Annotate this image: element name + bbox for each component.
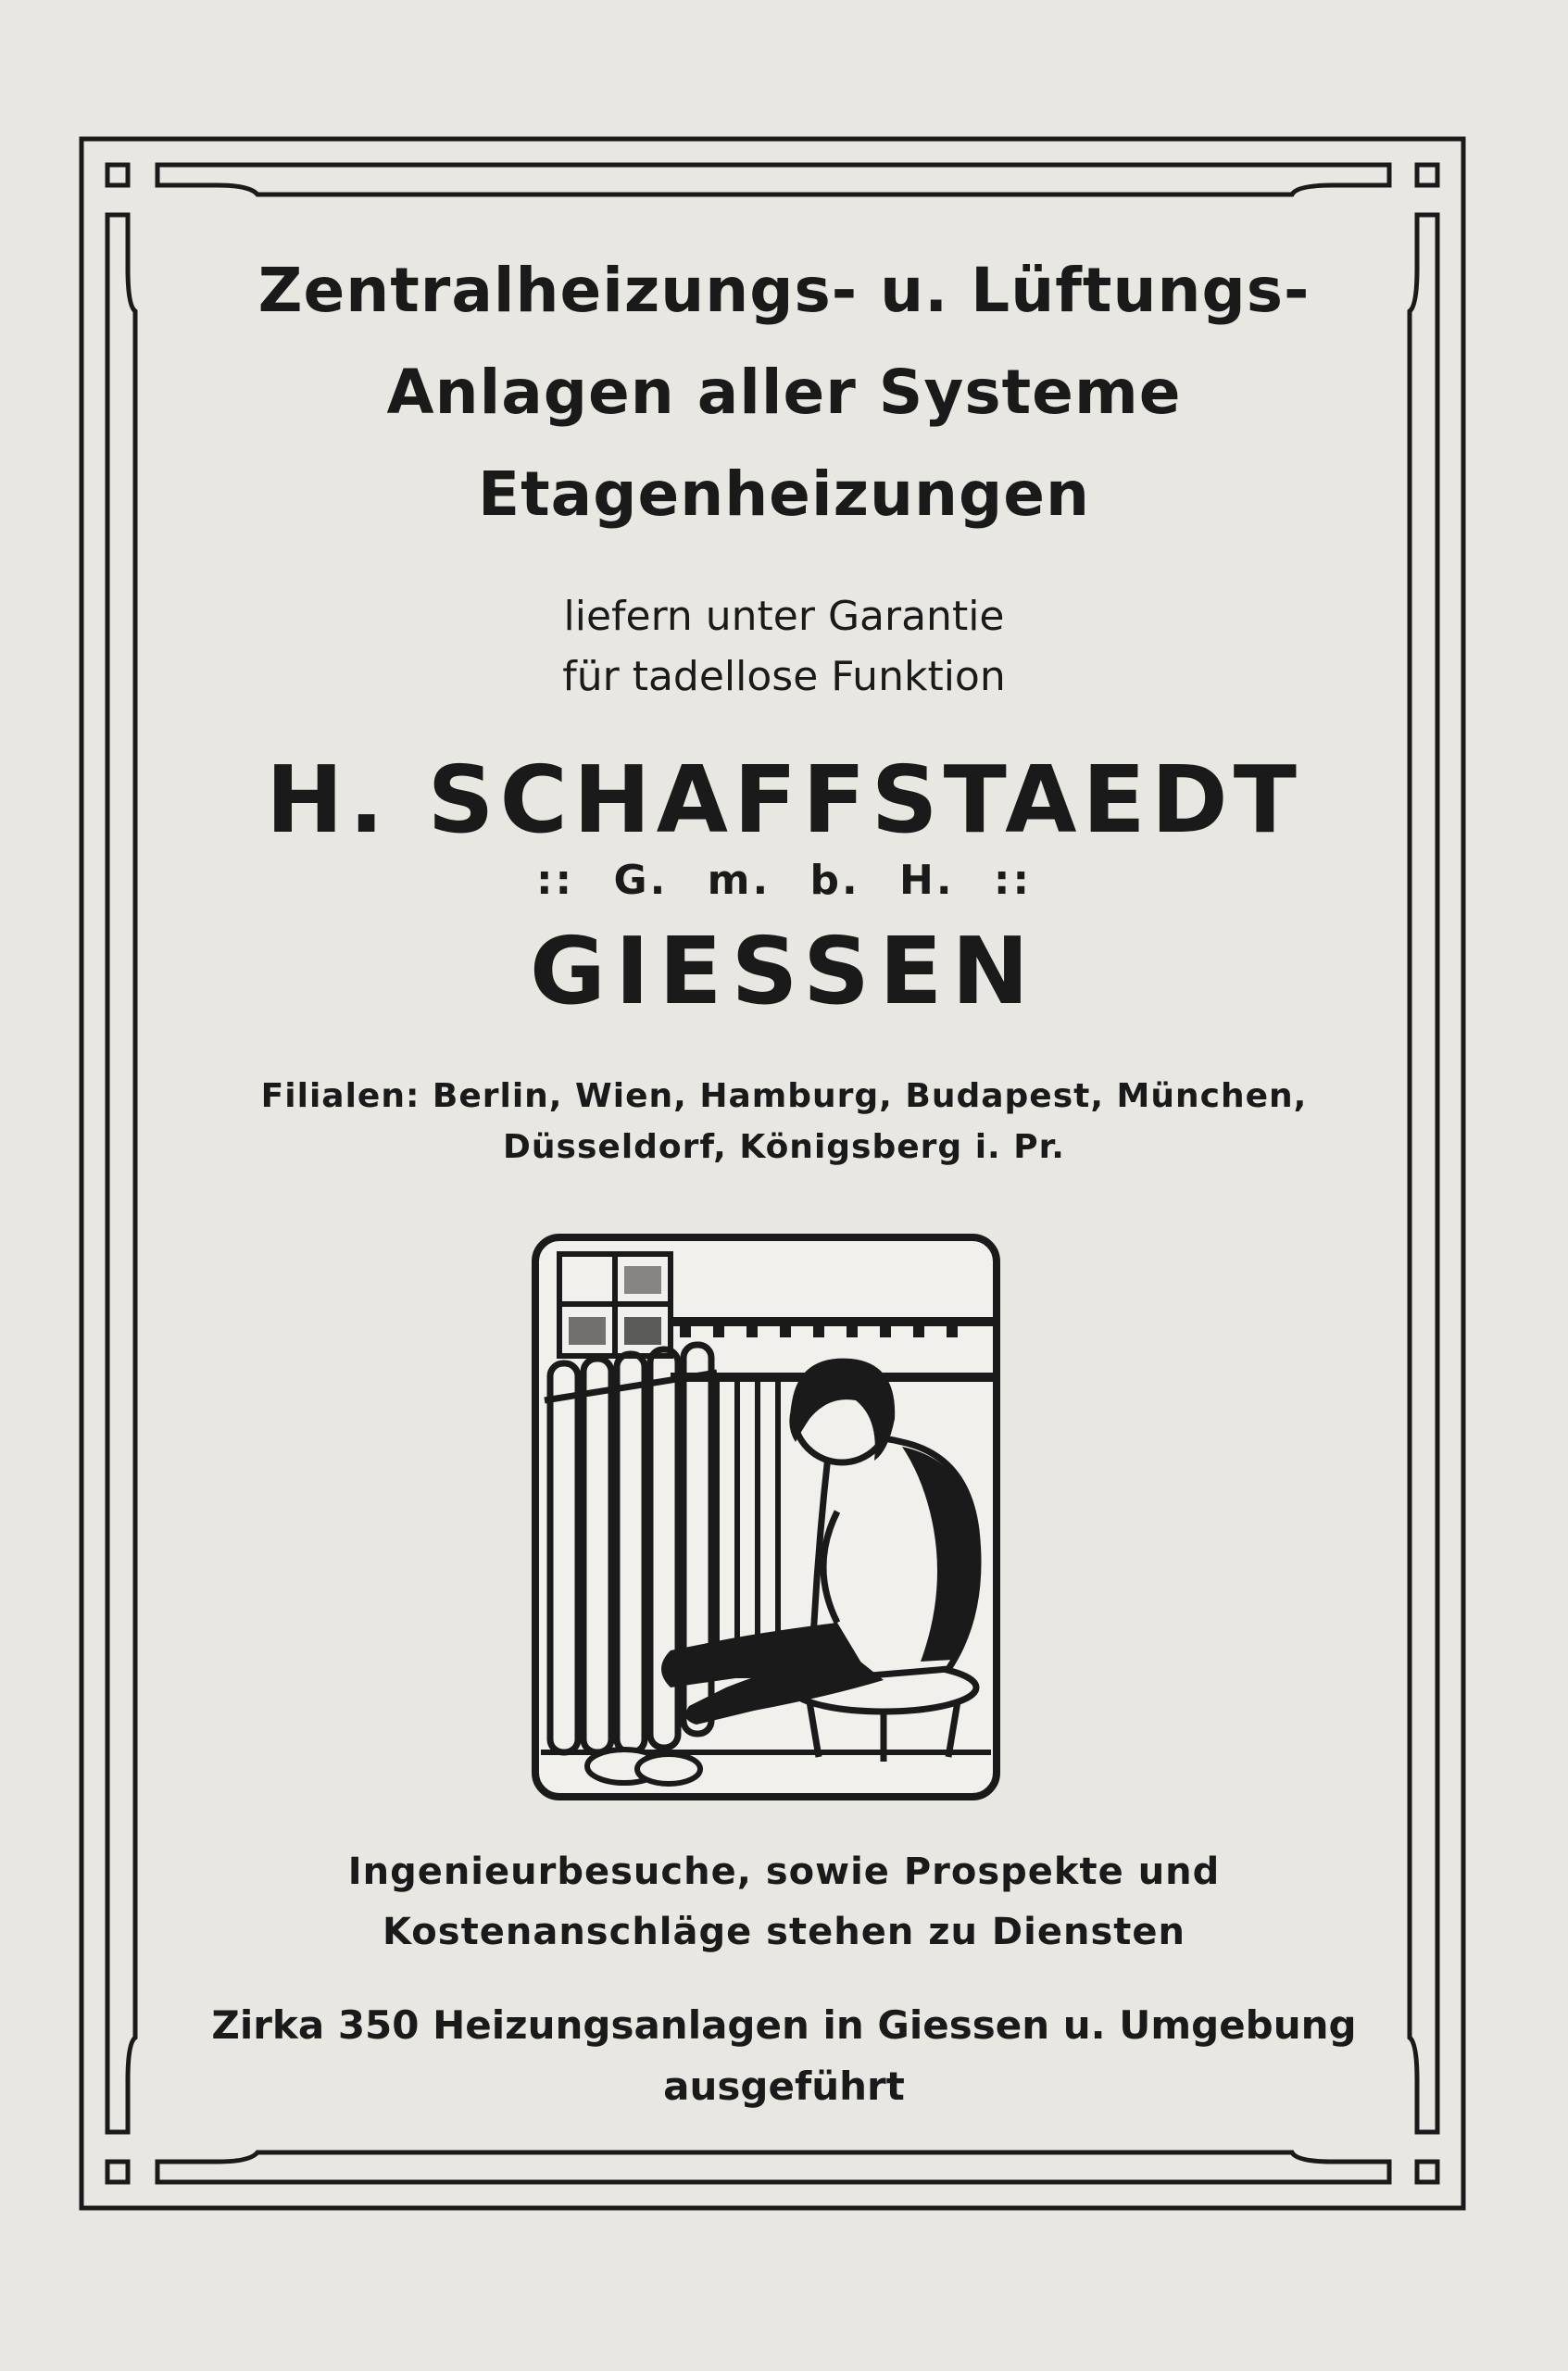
services-line-2: Kostenanschläge stehen zu Diensten: [383, 1911, 1185, 1953]
guarantee-line-1: liefern unter Garantie: [563, 593, 1005, 640]
headline-line-3: Etagenheizungen: [478, 458, 1090, 530]
legal-form: :: G. m. b. H. ::: [535, 857, 1033, 904]
child-at-radiator-illustration: [532, 1234, 1000, 1800]
installations-line-2: ausgeführt: [663, 2064, 905, 2109]
company-name: H. SCHAFFSTAEDT: [265, 746, 1302, 854]
services-line-1: Ingenieurbesuche, sowie Prospekte und: [347, 1850, 1221, 1893]
guarantee-line-2: für tadellose Funktion: [562, 653, 1006, 700]
installations-line-1: Zirka 350 Heizungsanlagen in Giessen u. Umgebung: [211, 2002, 1357, 2048]
headline-line-2: Anlagen aller Systeme: [386, 357, 1182, 428]
company-city: GIESSEN: [529, 917, 1039, 1025]
branches-line-1: Filialen: Berlin, Wien, Hamburg, Budapest, München,: [260, 1077, 1308, 1115]
branches-line-2: Düsseldorf, Königsberg i. Pr.: [503, 1128, 1065, 1166]
headline-line-1: Zentralheizungs- u. Lüftungs-: [257, 255, 1311, 326]
